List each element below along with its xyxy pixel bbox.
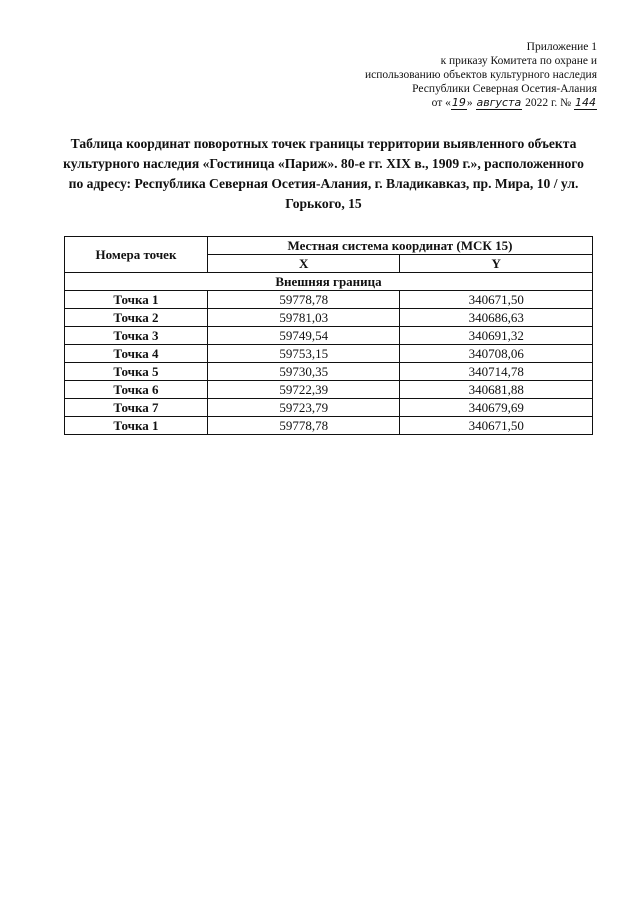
appendix-line-2: к приказу Комитета по охране и	[440, 55, 597, 67]
document-title: Таблица координат поворотных точек границы территории выявленного объекта культурного наследия «Гостиница «Париж». 80-е гг. XIX в., 1909 г.», расположенного по адресу: Республика Северная Осетия-Алания, г. Владикавказ, пр. Мира, 10 / ул. Горького, 15	[63, 136, 584, 211]
point-label: Точка 2	[65, 309, 208, 327]
header-y: Y	[400, 255, 593, 273]
y-value: 340714,78	[400, 363, 593, 381]
x-value: 59723,79	[207, 399, 399, 417]
coordinates-table	[64, 236, 593, 435]
appendix-line-4: Республики Северная Осетия-Алания	[412, 83, 597, 95]
point-label: Точка 1	[65, 291, 208, 309]
y-value: 340708,06	[400, 345, 593, 363]
header-coordinate-system: Местная система координат (МСК 15)	[207, 237, 592, 255]
table-row	[65, 363, 593, 381]
handwritten-order-number: 144	[575, 96, 596, 109]
order-date-line	[297, 96, 597, 110]
appendix-header	[297, 40, 597, 110]
x-value: 59781,03	[207, 309, 399, 327]
y-value: 340671,50	[400, 291, 593, 309]
y-value: 340681,88	[400, 381, 593, 399]
y-value: 340686,63	[400, 309, 593, 327]
section-row	[65, 273, 593, 291]
y-value: 340679,69	[400, 399, 593, 417]
y-value: 340671,50	[400, 417, 593, 435]
x-value: 59753,15	[207, 345, 399, 363]
table-row	[65, 345, 593, 363]
handwritten-month: августа	[476, 96, 522, 109]
x-value: 59749,54	[207, 327, 399, 345]
x-value: 59730,35	[207, 363, 399, 381]
x-value: 59778,78	[207, 417, 399, 435]
appendix-line-3: использованию объектов культурного наследия	[364, 69, 597, 81]
header-point-numbers: Номера точек	[65, 237, 208, 273]
header-x: X	[207, 255, 399, 273]
date-prefix: от «	[431, 97, 451, 109]
order-year: 2022 г. №	[525, 97, 572, 109]
x-value: 59722,39	[207, 381, 399, 399]
table-row	[65, 381, 593, 399]
table-header-row	[65, 237, 593, 255]
appendix-line-1: Приложение 1	[526, 41, 597, 53]
point-label: Точка 3	[65, 327, 208, 345]
point-label: Точка 1	[65, 417, 208, 435]
point-label: Точка 7	[65, 399, 208, 417]
point-label: Точка 6	[65, 381, 208, 399]
point-label: Точка 4	[65, 345, 208, 363]
x-value: 59778,78	[207, 291, 399, 309]
table-row	[65, 309, 593, 327]
date-mid: »	[466, 97, 473, 109]
y-value: 340691,32	[400, 327, 593, 345]
table-row	[65, 399, 593, 417]
point-label: Точка 5	[65, 363, 208, 381]
table-row	[65, 327, 593, 345]
section-outer-boundary: Внешняя граница	[65, 273, 593, 291]
table-row	[65, 417, 593, 435]
handwritten-day: 19	[451, 96, 466, 109]
table-row	[65, 291, 593, 309]
